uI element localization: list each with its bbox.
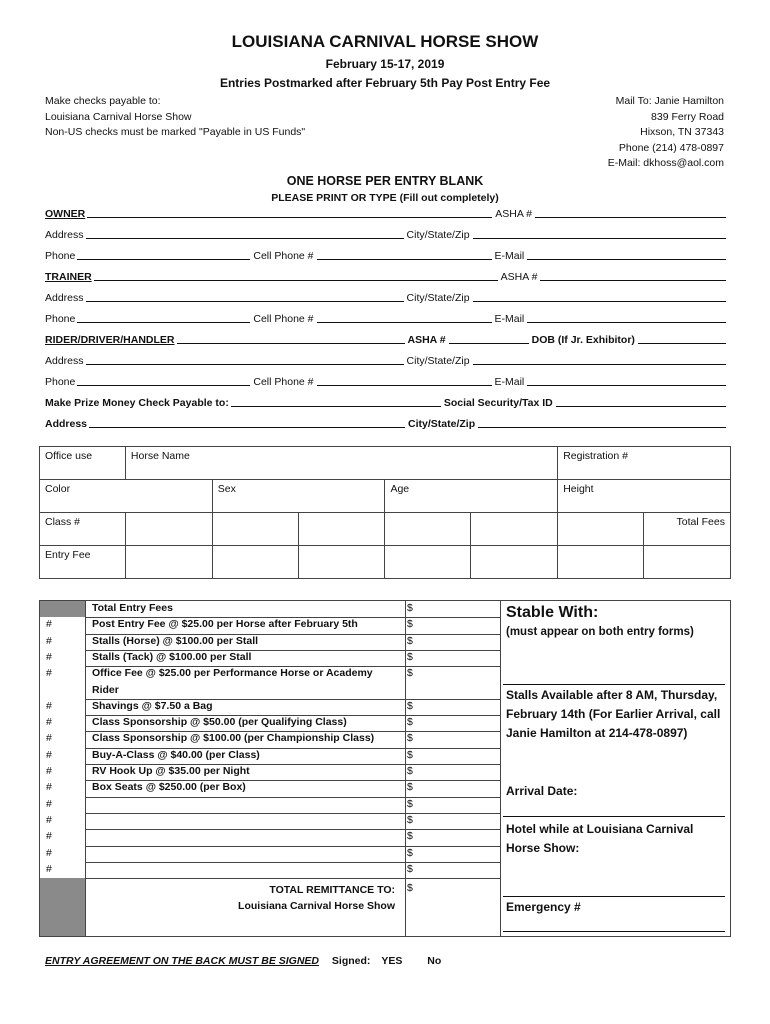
owner-field[interactable] — [87, 208, 492, 218]
fee-description: Class Sponsorship @ $100.00 (per Championship Class) — [92, 732, 375, 745]
fee-divider — [85, 699, 405, 700]
rider-city-field[interactable] — [473, 355, 726, 365]
fee-quantity-marker[interactable]: # — [46, 699, 52, 712]
signature-footer: ENTRY AGREEMENT ON THE BACK MUST BE SIGNED Signed: YES No — [45, 955, 442, 967]
height-cell[interactable]: Height — [558, 480, 731, 513]
trainer-cell-field[interactable] — [317, 313, 492, 323]
signed-no-option[interactable]: No — [427, 955, 442, 967]
fee-amount-field[interactable]: $ — [407, 716, 413, 729]
stable-with-field[interactable] — [503, 684, 725, 685]
trainer-field[interactable] — [94, 271, 498, 281]
fee-amount-field[interactable]: $ — [407, 748, 413, 761]
fee-description: Rider — [92, 683, 119, 696]
horse-name-cell[interactable]: Horse Name — [125, 447, 557, 480]
trainer-asha-field[interactable] — [540, 271, 726, 281]
prize-address-field[interactable] — [89, 418, 405, 428]
remittance-label: TOTAL REMITTANCE TO: Louisiana Carnival Horse Show — [238, 884, 395, 912]
class-entry-cell[interactable] — [471, 513, 558, 546]
fee-amount-field[interactable]: $ — [407, 797, 413, 810]
emergency-label: Emergency # — [506, 900, 581, 914]
entry-blank-title: ONE HORSE PER ENTRY BLANK — [286, 174, 484, 188]
prize-row: Make Prize Money Check Payable to: Social Security/Tax ID — [45, 395, 726, 409]
fee-amount-field[interactable]: $ — [407, 862, 413, 875]
trainer-city-field[interactable] — [473, 292, 726, 302]
fee-row — [40, 829, 500, 845]
fee-entry-cell[interactable] — [125, 546, 212, 579]
owner-city-field[interactable] — [473, 229, 726, 239]
trainer-phone-field[interactable] — [77, 313, 250, 323]
fees-box — [39, 600, 731, 937]
rider-dob-field[interactable] — [638, 334, 726, 344]
fee-description: Stalls (Horse) @ $100.00 per Stall — [92, 634, 259, 647]
fee-quantity-marker[interactable]: # — [46, 650, 52, 663]
age-cell[interactable]: Age — [385, 480, 558, 513]
tax-id-field[interactable] — [556, 397, 726, 407]
fee-quantity-marker[interactable]: # — [46, 846, 52, 859]
fee-divider — [85, 617, 405, 618]
fee-divider — [405, 846, 500, 847]
fee-divider — [405, 780, 500, 781]
registration-cell[interactable]: Registration # — [558, 447, 731, 480]
class-entry-cell[interactable] — [298, 513, 385, 546]
stable-section — [506, 604, 726, 638]
rider-address-field[interactable] — [86, 355, 404, 365]
stalls-info: Stalls Available after 8 AM, Thursday, February 14th (For Earlier Arrival, call Janie Hamilton at 214-478-0897) — [506, 688, 721, 740]
fee-row — [40, 813, 500, 829]
fee-quantity-marker[interactable]: # — [46, 716, 52, 729]
fee-quantity-marker[interactable]: # — [46, 634, 52, 647]
fee-entry-cell[interactable] — [471, 546, 558, 579]
form-title: LOUISIANA CARNIVAL HORSE SHOW — [231, 32, 539, 51]
postmark-note: Entries Postmarked after February 5th Pay Post Entry Fee — [219, 76, 551, 90]
fee-divider — [85, 829, 405, 830]
fee-description: RV Hook Up @ $35.00 per Night — [92, 765, 250, 777]
fee-amount-field[interactable]: $ — [407, 699, 413, 712]
owner-label: OWNER — [45, 208, 86, 220]
owner-phone-field[interactable] — [77, 250, 250, 260]
entry-fee-cell: Entry Fee — [40, 546, 126, 579]
fee-quantity-marker[interactable]: # — [46, 748, 52, 761]
agreement-notice: ENTRY AGREEMENT ON THE BACK MUST BE SIGNED — [45, 955, 319, 967]
fee-divider — [85, 748, 405, 749]
rider-field[interactable] — [177, 334, 405, 344]
fee-row — [40, 780, 500, 796]
fee-divider — [85, 878, 405, 879]
fee-divider — [85, 650, 405, 651]
prize-address-row: Address City/State/Zip — [45, 416, 726, 430]
hotel-field[interactable] — [503, 896, 725, 897]
fee-quantity-marker[interactable]: # — [46, 797, 52, 810]
rider-email-field[interactable] — [527, 376, 726, 386]
fee-quantity-marker[interactable]: # — [46, 862, 52, 875]
rider-phone-field[interactable] — [77, 376, 250, 386]
fee-entry-cell[interactable] — [298, 546, 385, 579]
horse-info-grid — [39, 446, 731, 579]
fee-divider — [85, 764, 405, 765]
emergency-field[interactable] — [503, 931, 725, 932]
fee-divider — [405, 813, 500, 814]
fee-divider — [85, 634, 405, 635]
owner-email-field[interactable] — [527, 250, 726, 260]
fee-description: Shavings @ $7.50 a Bag — [92, 699, 213, 712]
sex-cell[interactable]: Sex — [212, 480, 385, 513]
prize-payee-field[interactable] — [231, 397, 441, 407]
fee-divider — [85, 846, 405, 847]
fee-row — [40, 666, 500, 682]
rider-phone-row: Phone Cell Phone # E-Mail — [45, 374, 726, 388]
fee-amount-field[interactable]: $ — [407, 618, 413, 631]
fee-row — [40, 617, 500, 633]
fee-row — [40, 731, 500, 747]
fee-row — [40, 634, 500, 650]
rider-asha-field[interactable] — [449, 334, 529, 344]
fee-description: Office Fee @ $25.00 per Performance Horse or Academy — [92, 667, 373, 680]
total-fees-cell[interactable]: Total Fees — [644, 513, 731, 546]
owner-cell-field[interactable] — [317, 250, 492, 260]
fee-row — [40, 650, 500, 666]
fee-divider — [85, 862, 405, 863]
fee-quantity-marker[interactable]: # — [46, 781, 52, 794]
fee-amount-field[interactable]: $ — [407, 602, 413, 614]
fee-divider — [405, 699, 500, 700]
prize-label: Make Prize Money Check Payable to: — [45, 397, 229, 409]
fee-description: Stalls (Tack) @ $100.00 per Stall — [92, 650, 252, 663]
fee-quantity-marker[interactable]: # — [46, 732, 52, 745]
fee-divider — [405, 715, 500, 716]
fee-amount-field[interactable]: $ — [407, 813, 413, 826]
payment-instructions: Make checks payable to: Louisiana Carnival Horse Show Non-US checks must be marked "Payable in US Funds" — [45, 95, 306, 138]
stable-note: (must appear on both entry forms) — [506, 626, 694, 638]
remittance-row: $ — [407, 882, 413, 894]
rider-address-row: Address City/State/Zip — [45, 353, 726, 367]
fee-divider — [85, 780, 405, 781]
fee-divider — [405, 617, 500, 618]
fee-quantity-marker[interactable]: # — [46, 830, 52, 843]
trainer-row: TRAINER ASHA # — [45, 269, 726, 283]
fee-divider — [405, 878, 500, 879]
fee-divider — [85, 715, 405, 716]
fee-divider — [405, 634, 500, 635]
fee-divider — [405, 666, 500, 667]
fee-divider — [85, 666, 405, 667]
signed-yes-option[interactable]: YES — [381, 955, 403, 967]
fee-divider — [405, 797, 500, 798]
owner-address-row: Address City/State/Zip — [45, 227, 726, 241]
trainer-email-field[interactable] — [527, 313, 726, 323]
trainer-address-field[interactable] — [86, 292, 404, 302]
show-dates: February 15-17, 2019 — [325, 57, 445, 71]
fee-quantity-marker[interactable]: # — [46, 667, 52, 680]
class-entry-cell[interactable] — [212, 513, 298, 546]
fee-amount-field[interactable]: $ — [407, 732, 413, 745]
fee-row — [40, 862, 500, 878]
fee-row — [40, 601, 500, 617]
fee-row — [40, 699, 500, 715]
fee-entry-cell[interactable] — [212, 546, 298, 579]
fee-entry-cell[interactable] — [558, 546, 644, 579]
owner-row: OWNER ASHA # — [45, 206, 726, 220]
class-entry-cell[interactable] — [125, 513, 212, 546]
rider-cell-field[interactable] — [317, 376, 492, 386]
trainer-phone-row: Phone Cell Phone # E-Mail — [45, 311, 726, 325]
color-cell[interactable]: Color — [40, 480, 213, 513]
fee-divider — [405, 731, 500, 732]
arrival-date-field[interactable] — [503, 816, 725, 817]
prize-city-field[interactable] — [478, 418, 726, 428]
class-entry-cell[interactable] — [558, 513, 644, 546]
class-number-cell: Class # — [40, 513, 126, 546]
fee-row — [40, 846, 500, 862]
owner-address-field[interactable] — [86, 229, 404, 239]
mailing-address: Mail To: Janie Hamilton 839 Ferry Road Hixson, TN 37343 Phone (214) 478-0897 E-Mail: dkhoss@aol.com — [607, 95, 724, 169]
fee-entry-cell[interactable] — [644, 546, 731, 579]
rider-label: RIDER/DRIVER/HANDLER — [45, 334, 175, 346]
trainer-label: TRAINER — [45, 271, 92, 283]
fee-row — [40, 764, 500, 780]
fee-quantity-marker[interactable]: # — [46, 813, 52, 826]
fee-row — [40, 748, 500, 764]
fee-divider — [85, 813, 405, 814]
fee-row — [40, 797, 500, 813]
fee-row — [40, 715, 500, 731]
stable-with-heading: Stable With: — [506, 604, 599, 621]
owner-phone-row: Phone Cell Phone # E-Mail — [45, 248, 726, 262]
trainer-address-row: Address City/State/Zip — [45, 290, 726, 304]
office-use-cell: Office use — [40, 447, 126, 480]
fee-description: Box Seats @ $250.00 (per Box) — [92, 781, 246, 794]
fee-quantity-marker[interactable]: # — [46, 765, 52, 777]
entry-blank-instructions: PLEASE PRINT OR TYPE (Fill out completely) — [271, 192, 499, 204]
arrival-date-label: Arrival Date: — [506, 784, 578, 798]
owner-asha-field[interactable] — [535, 208, 726, 218]
fee-divider — [405, 829, 500, 830]
fee-divider — [405, 764, 500, 765]
fee-divider — [405, 650, 500, 651]
class-entry-cell[interactable] — [385, 513, 471, 546]
fee-quantity-marker[interactable]: # — [46, 618, 52, 631]
fee-amount-field[interactable]: $ — [407, 846, 413, 859]
fee-amount-field[interactable]: $ — [407, 650, 413, 663]
fee-divider — [405, 748, 500, 749]
fee-amount-field[interactable]: $ — [407, 781, 413, 794]
fee-amount-field[interactable]: $ — [407, 830, 413, 843]
fee-amount-field[interactable]: $ — [407, 634, 413, 647]
fee-divider — [405, 862, 500, 863]
fee-amount-field[interactable]: $ — [407, 667, 413, 680]
fee-divider — [85, 797, 405, 798]
fee-description: Class Sponsorship @ $50.00 (per Qualifying Class) — [92, 716, 347, 729]
fee-description: Buy-A-Class @ $40.00 (per Class) — [92, 748, 260, 761]
fee-divider — [85, 731, 405, 732]
fee-description: Post Entry Fee @ $25.00 per Horse after February 5th — [92, 618, 358, 631]
hotel-label: Hotel while at Louisiana Carnival Horse Show: — [506, 822, 694, 855]
rider-row: RIDER/DRIVER/HANDLER ASHA # DOB (If Jr. Exhibitor) — [45, 332, 726, 346]
fee-row — [40, 683, 500, 699]
fee-description: Total Entry Fees — [92, 602, 173, 614]
fee-entry-cell[interactable] — [385, 546, 471, 579]
fee-amount-field[interactable]: $ — [407, 765, 413, 777]
